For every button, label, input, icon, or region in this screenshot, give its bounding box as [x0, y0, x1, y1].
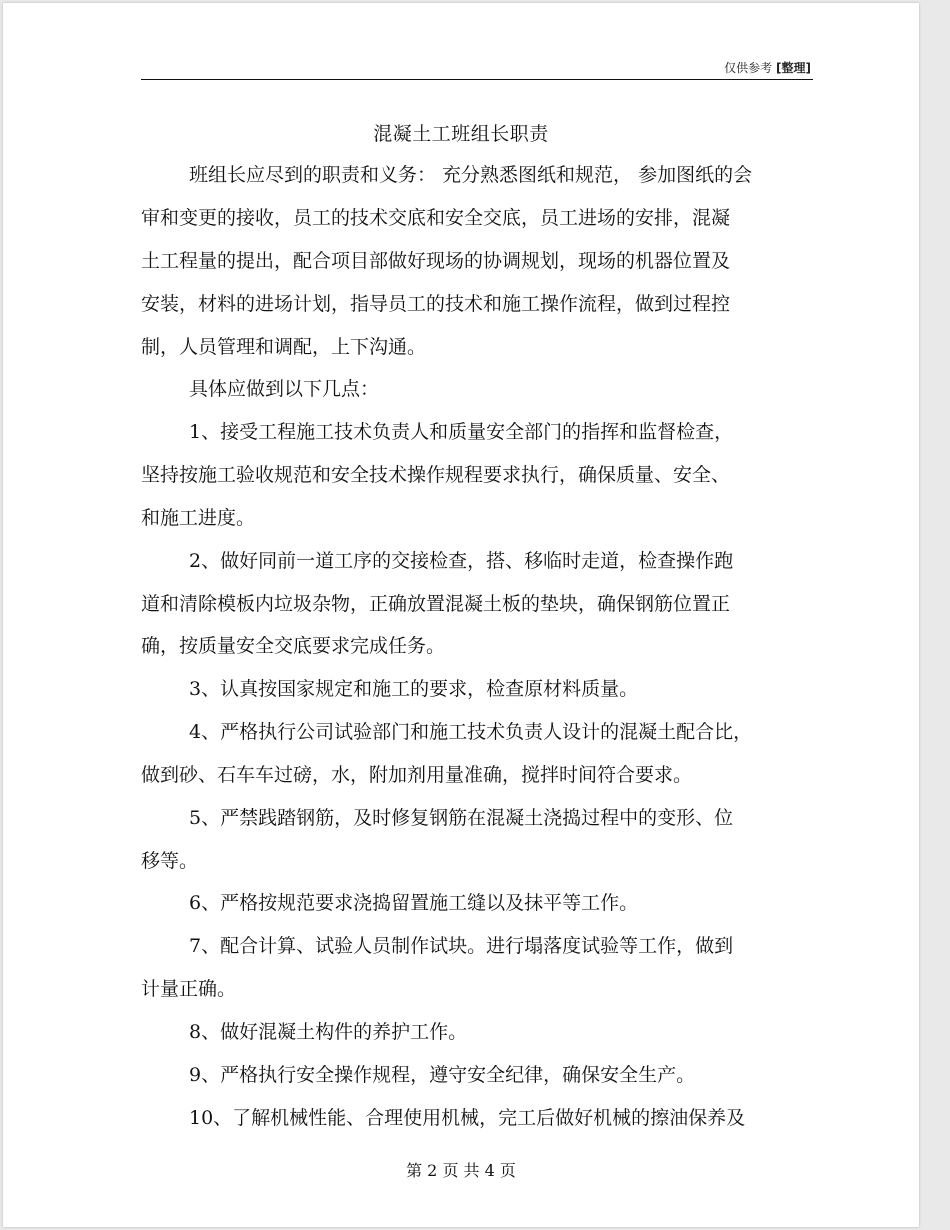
header-note — [724, 59, 811, 76]
body-line: 5、严禁践踏钢筋，及时修复钢筋在混凝土浇捣过程中的变形、位 — [189, 807, 734, 829]
document-title: 混凝土工班组长职责 — [373, 123, 549, 145]
body-line: 和施工进度。 — [141, 507, 256, 529]
body-line: 安装，材料的进场计划，指导员工的技术和施工操作流程，做到过程控 — [141, 293, 731, 315]
body-line: 班组长应尽到的职责和义务： 充分熟悉图纸和规范， 参加图纸的会 — [189, 164, 753, 186]
body-line: 9、严格执行安全操作规程，遵守安全纪律，确保安全生产。 — [189, 1064, 696, 1086]
page-number-footer: 第 2 页 共 4 页 — [406, 1161, 516, 1180]
body-line: 制，人员管理和调配，上下沟通。 — [141, 336, 427, 358]
document-page — [3, 3, 919, 1227]
body-line: 2、做好同前一道工序的交接检查，搭、移临时走道，检查操作跑 — [189, 550, 734, 572]
body-line: 道和清除模板内垃圾杂物，正确放置混凝土板的垫块，确保钢筋位置正 — [141, 593, 731, 615]
body-line: 具体应做到以下几点： — [189, 378, 380, 400]
body-line: 确，按质量安全交底要求完成任务。 — [141, 635, 446, 657]
body-line: 做到砂、石车车过磅，水，附加剂用量准确，搅拌时间符合要求。 — [141, 764, 693, 786]
body-line: 4、严格执行公司试验部门和施工技术负责人设计的混凝土配合比， — [189, 721, 753, 743]
body-line: 移等。 — [141, 850, 199, 872]
body-line: 1、接受工程施工技术负责人和质量安全部门的指挥和监督检查， — [189, 421, 734, 443]
body-line: 坚持按施工验收规范和安全技术操作规程要求执行，确保质量、安全、 — [141, 464, 731, 486]
body-line: 6、严格按规范要求浇捣留置施工缝以及抹平等工作。 — [189, 892, 639, 914]
body-line: 10、了解机械性能、合理使用机械，完工后做好机械的擦油保养及 — [189, 1107, 746, 1129]
header-note-tag: [整理] — [776, 61, 811, 75]
body-line: 8、做好混凝土构件的养护工作。 — [189, 1021, 468, 1043]
body-line: 计量正确。 — [141, 978, 237, 1000]
body-line: 3、认真按国家规定和施工的要求，检查原材料质量。 — [189, 678, 639, 700]
header-note-text: 仅供参考 — [724, 61, 773, 75]
header-rule — [141, 79, 813, 80]
body-line: 土工程量的提出，配合项目部做好现场的协调规划，现场的机器位置及 — [141, 250, 731, 272]
body-line: 7、配合计算、试验人员制作试块。进行塌落度试验等工作，做到 — [189, 935, 734, 957]
body-line: 审和变更的接收，员工的技术交底和安全交底，员工进场的安排，混凝 — [141, 207, 731, 229]
